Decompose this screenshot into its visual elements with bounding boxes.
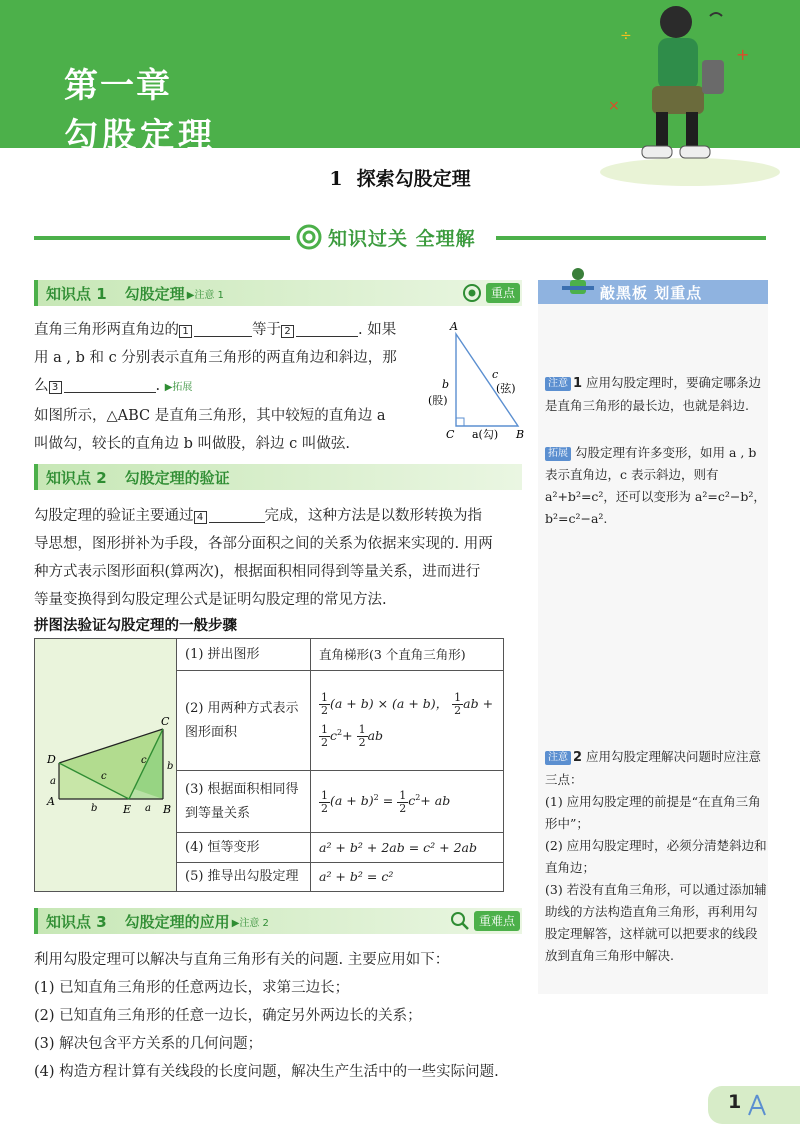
section-title: 1 探索勾股定理 bbox=[329, 168, 471, 190]
blank-number: 3 bbox=[49, 381, 62, 394]
list-item: (1) 应用勾股定理的前提是“在直角三角形中”； bbox=[545, 794, 761, 831]
note-reference: ▶注意 1 bbox=[186, 289, 224, 301]
knowledge-point-3-bar: 知识点 3 勾股定理的应用 ▶注意 2 重难点 bbox=[34, 908, 522, 934]
equality-expression: $\frac{1}{2}$ $(a + b)^2$ = $\frac{1}{2}$ $c^2+$ ab bbox=[321, 788, 451, 815]
vertex-label: A bbox=[450, 320, 458, 333]
fill-blank[interactable] bbox=[209, 505, 265, 523]
kp2-paragraph: 勾股定理的验证主要通过 4 完成，这种方法是以数形转换为指 导思想，图形拼补为手段，各部分面积之间的关系为依据来实现的. 用两 种方式表示图形面积(算两次)，根据面积相同得到等量关系，进而进行 等量变换得到勾股定理公式是证明勾股定理的常见方法. bbox=[34, 502, 524, 614]
note-tag: 注意 bbox=[545, 377, 571, 391]
side-label: b bbox=[91, 803, 98, 814]
fill-blank[interactable] bbox=[64, 375, 156, 393]
section-banner bbox=[296, 222, 492, 252]
extension-reference: ▶拓展 bbox=[164, 382, 193, 393]
sidebar-title: 敲黑板 划重点 bbox=[600, 284, 703, 302]
banner-rule-left bbox=[34, 236, 290, 240]
banner-rule-right bbox=[496, 236, 766, 240]
fill-blank[interactable] bbox=[194, 319, 252, 337]
table-row: (5) 推导出勾股定理 a² + b² = c² bbox=[177, 863, 503, 891]
svg-text:+: + bbox=[736, 45, 750, 64]
extension-tag: 拓展 bbox=[545, 447, 571, 461]
side-label: (弦) bbox=[496, 382, 516, 395]
kp1-paragraph: 直角三角形两直角边的 1 等于 2 . 如果 用 a , b 和 c 分别表示直角三角形的两直角边和斜边，那 么 3 . ▶拓展 如图所示，△ABC 是直角三角形，其中较短的直角边 a 叫做勾，较长的直角边 b 叫做股，斜边 c 叫做弦. bbox=[34, 316, 426, 458]
side-label: c bbox=[492, 368, 499, 381]
side-label: (股) bbox=[428, 394, 448, 407]
blank-number: 1 bbox=[179, 325, 192, 338]
compass-icon bbox=[744, 1092, 770, 1118]
table-row: (1) 拼出图形 直角梯形(3 个直角三角形) bbox=[177, 639, 503, 671]
svg-text:×: × bbox=[608, 98, 620, 114]
magnifier-icon bbox=[450, 911, 470, 931]
kp3-paragraph: 利用勾股定理可以解决与直角三角形有关的问题. 主要应用如下： (1) 已知直角三角形的任意两边长，求第三边长； (2) 已知直角三角形的任意一边长，确定另外两边长的关系； (3) 解决包含平方关系的几何问题； (4) 构造方程计算有关线段的长度问题，解决生产生活中的一些实际问题. bbox=[34, 946, 534, 1086]
table-row: (2) 用两种方式表示图形面积 $\frac{1}{2}$ (a + b) × (a + b)， $\frac{1}{2}$ ab + $\frac{1}{2}$ $c^2+$ $\frac{1}{2}$ ab bbox=[177, 671, 503, 771]
note-1: 注意 1 应用勾股定理时，要确定哪条边是直角三角形的最长边，也就是斜边. bbox=[545, 375, 762, 413]
list-item: (3) 解决包含平方关系的几何问题； bbox=[34, 1036, 263, 1052]
spiral-icon bbox=[296, 224, 322, 250]
vertex-label: D bbox=[47, 753, 56, 766]
table-row: (4) 恒等变形 a² + b² + 2ab = c² + 2ab bbox=[177, 833, 503, 863]
vertex-label: B bbox=[163, 803, 172, 816]
chapter-number: 第一章 bbox=[64, 66, 172, 106]
svg-text:÷: ÷ bbox=[620, 28, 632, 44]
vertex-label: A bbox=[47, 795, 55, 808]
vertex-label: E bbox=[123, 803, 132, 816]
side-label: b bbox=[442, 378, 450, 391]
vertex-label: B bbox=[516, 428, 525, 441]
note-tag: 注意 bbox=[545, 751, 571, 765]
area-expression: $\frac{1}{2}$ (a + b) × (a + b)， $\frac{1}{2}$ ab + $\frac{1}{2}$ $c^2+$ $\frac{1}{2}$ ab bbox=[321, 690, 494, 750]
list-item: (1) 已知直角三角形的任意两边长，求第三边长； bbox=[34, 980, 350, 996]
side-label: c bbox=[141, 755, 147, 766]
knowledge-point-2-bar: 知识点 2 勾股定理的验证 bbox=[34, 464, 522, 490]
table-row: (3) 根据面积相同得到等量关系 $\frac{1}{2}$ $(a + b)^2$ = $\frac{1}{2}$ $c^2+$ ab bbox=[177, 771, 503, 833]
teacher-icon bbox=[560, 266, 596, 304]
right-triangle-figure bbox=[424, 320, 534, 448]
blank-number: 2 bbox=[281, 325, 294, 338]
key-point-badge: 重点 bbox=[486, 283, 520, 303]
chapter-title: 勾股定理 bbox=[64, 116, 216, 156]
subheading: 拼图法验证勾股定理的一般步骤 bbox=[34, 618, 237, 634]
vertex-label: C bbox=[446, 428, 455, 441]
student-illustration bbox=[560, 0, 800, 190]
side-label: a bbox=[50, 776, 56, 787]
banner-text: 知识过关 全理解 bbox=[328, 227, 476, 250]
trapezoid-figure bbox=[35, 639, 177, 891]
page-number: 1 bbox=[728, 1091, 742, 1113]
knowledge-point-1-bar: 知识点 1 勾股定理 ▶注意 1 重点 bbox=[34, 280, 522, 306]
blank-number: 4 bbox=[194, 511, 207, 524]
note-2: 注意 2 应用勾股定理解决问题时应注意三点： (1) 应用勾股定理的前提是“在直角三角形中”； (2) 应用勾股定理时，必须分清楚斜边和直角边； (3) 若没有直角三角形，可以通过添加辅助线的方法构造直角三角形，再利用勾股定理解答，这样就可以把要求的线段放到直角三角形中解决. bbox=[545, 746, 767, 967]
side-label: a bbox=[145, 803, 151, 814]
vertex-label: C bbox=[161, 715, 170, 728]
fill-blank[interactable] bbox=[296, 319, 358, 337]
proof-steps-table bbox=[34, 638, 504, 892]
side-label: c bbox=[101, 771, 107, 782]
list-item: (3) 若没有直角三角形，可以通过添加辅助线的方法构造直角三角形，再利用勾股定理解答，这样就可以把要求的线段放到直角三角形中解决. bbox=[545, 882, 767, 963]
list-item: (2) 已知直角三角形的任意一边长，确定另外两边长的关系； bbox=[34, 1008, 422, 1024]
note-reference: ▶注意 2 bbox=[231, 917, 269, 929]
side-label: b bbox=[167, 761, 174, 772]
side-label: a(勾) bbox=[472, 428, 499, 441]
difficulty-badge: 重难点 bbox=[474, 911, 520, 931]
list-item: (4) 构造方程计算有关线段的长度问题，解决生产生活中的一些实际问题. bbox=[34, 1064, 499, 1080]
target-icon bbox=[462, 283, 482, 303]
list-item: (2) 应用勾股定理时，必须分清楚斜边和直角边； bbox=[545, 838, 767, 875]
trapezoid-figure-cell bbox=[35, 639, 177, 891]
extension-note: 拓展 勾股定理有许多变形，如用 a , b 表示直角边，c 表示斜边，则有 a²+b²=c²，还可以变形为 a²=c²−b²，b²=c²−a². bbox=[545, 445, 766, 526]
